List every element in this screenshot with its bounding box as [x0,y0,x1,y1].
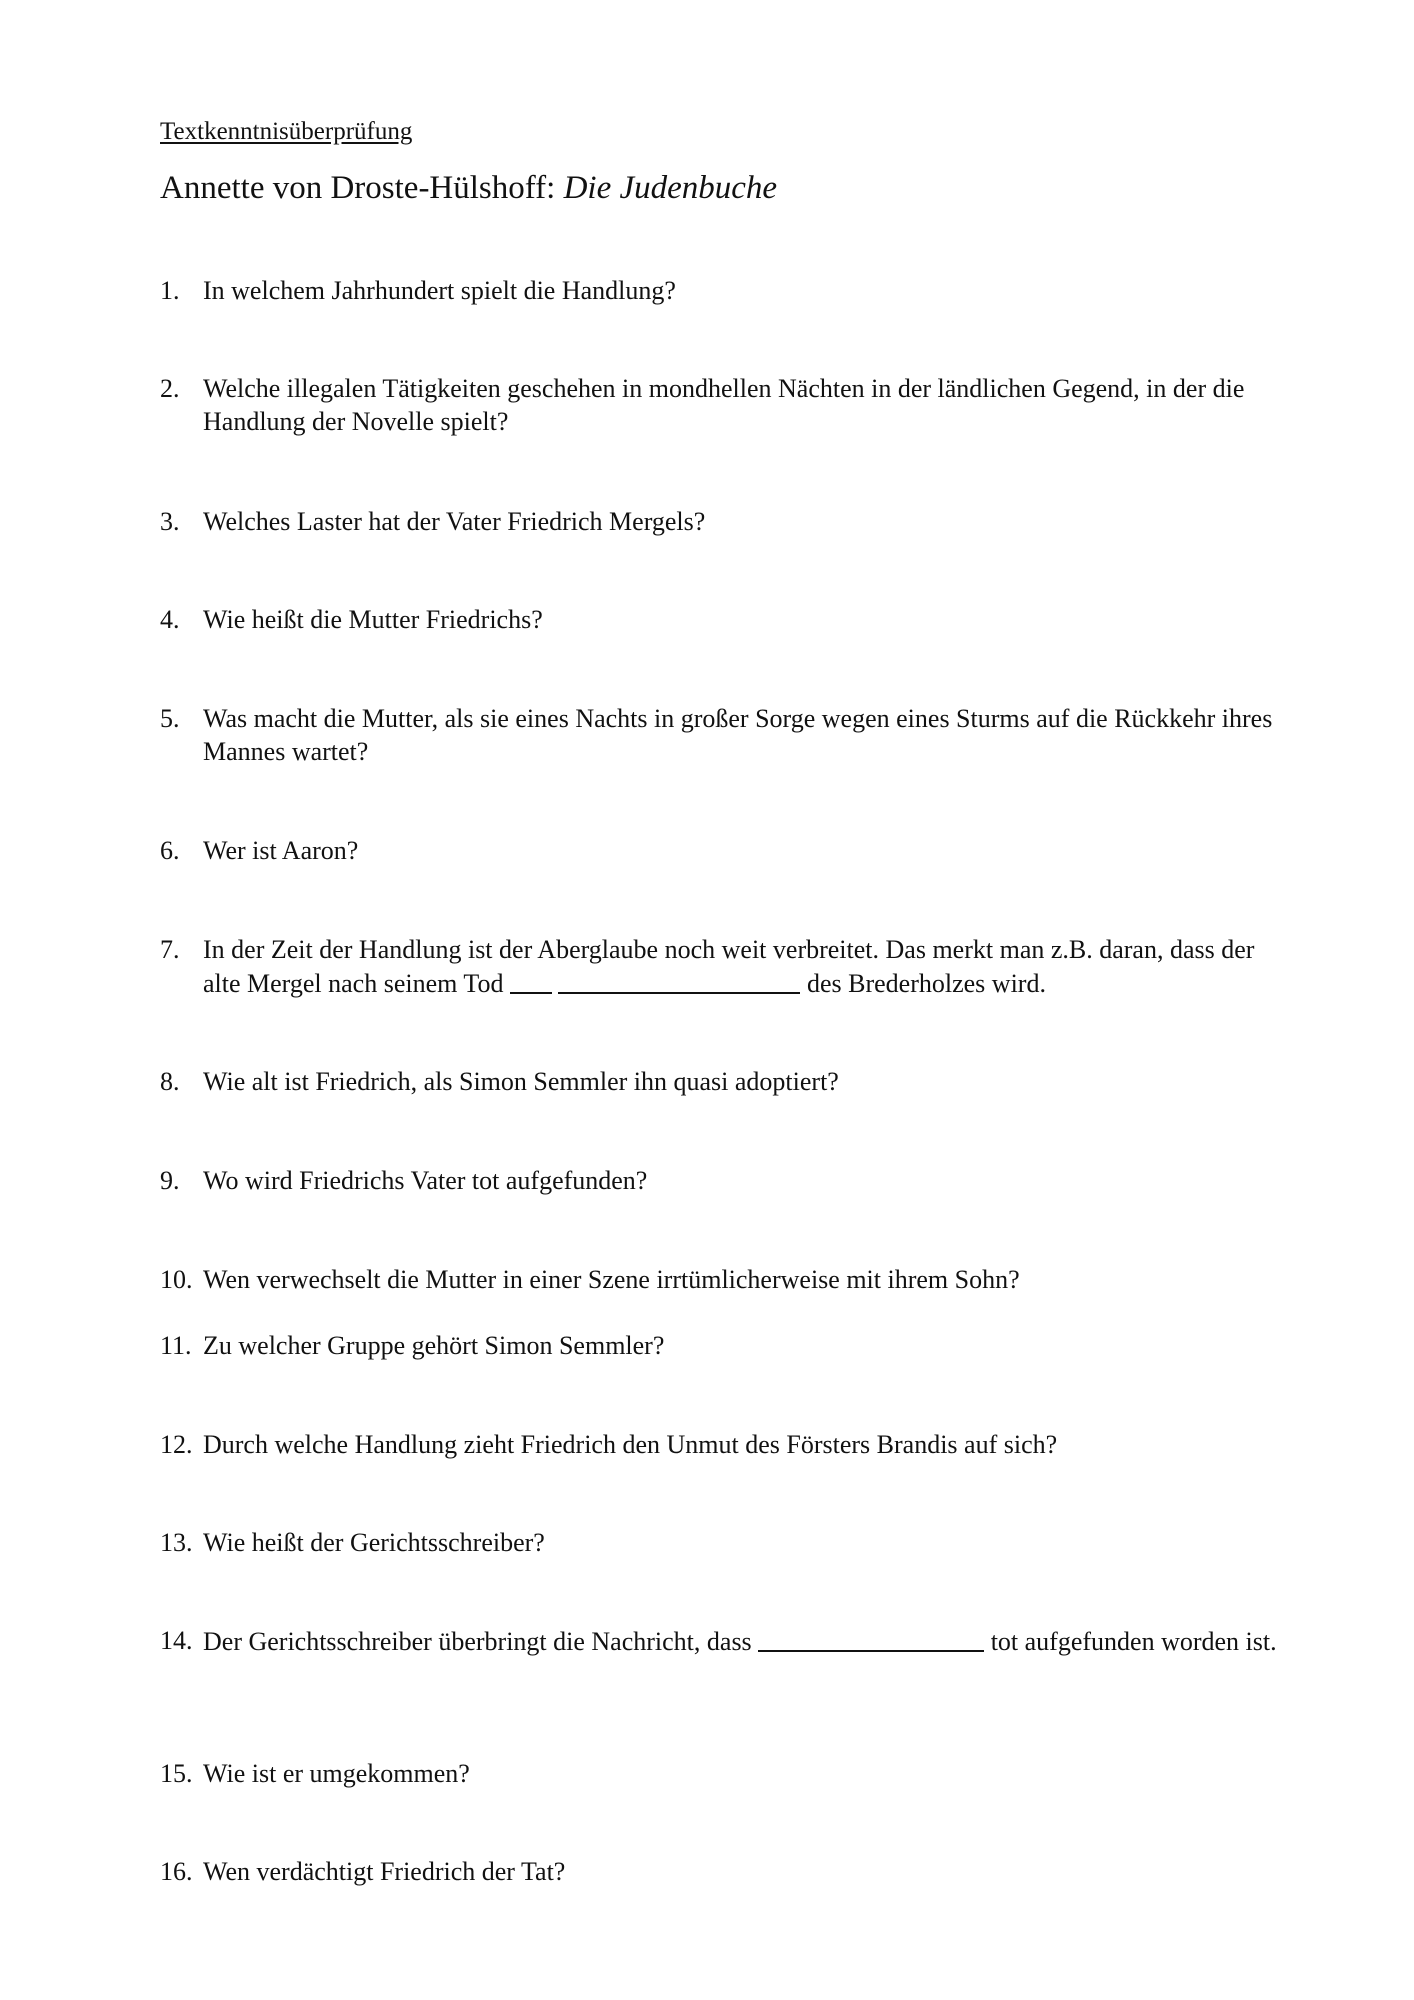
question-text: Was macht die Mutter, als sie eines Nachts in großer Sorge wegen eines Sturms auf die Rückkehr ihres Mannes wartet? [203,704,1273,766]
question-number: 13. [160,1528,193,1557]
question-text-end: tot aufgefunden worden ist. [990,1627,1277,1656]
question-number: 6. [160,836,180,865]
question-text-end: des Brederholzes wird. [806,969,1046,998]
question-12 [160,1428,1280,1461]
question-number: 2. [160,374,180,403]
question-text: Wie ist er umgekommen? [203,1759,470,1788]
title-work: Die Judenbuche [563,170,778,206]
question-text: In welchem Jahrhundert spielt die Handlung? [203,276,676,305]
question-text: Wen verdächtigt Friedrich der Tat? [203,1857,566,1886]
question-3 [160,505,1280,538]
question-4 [160,603,1280,636]
question-13 [160,1526,1280,1559]
question-number: 14. [160,1626,193,1655]
question-14 [160,1624,1280,1658]
question-5 [160,702,1280,768]
question-number: 1. [160,276,180,305]
question-number: 8. [160,1067,180,1096]
question-number: 9. [160,1166,180,1195]
question-number: 3. [160,507,180,536]
question-number: 12. [160,1430,193,1459]
question-2 [160,372,1280,438]
question-number: 11. [160,1331,192,1360]
question-9 [160,1164,1280,1197]
question-text: Welche illegalen Tätigkeiten geschehen in mondhellen Nächten in der ländlichen Gegend, in der die Handlung der Novelle spielt? [203,374,1245,436]
document-title [160,170,777,207]
question-number: 7. [160,935,180,964]
question-text: Wie heißt der Gerichtsschreiber? [203,1528,545,1557]
question-11 [160,1329,1280,1362]
question-text: Welches Laster hat der Vater Friedrich Mergels? [203,507,706,536]
question-15 [160,1757,1280,1790]
question-text: Wie alt ist Friedrich, als Simon Semmler ihn quasi adoptiert? [203,1067,839,1096]
question-text: Zu welcher Gruppe gehört Simon Semmler? [203,1331,665,1360]
title-author: Annette von Droste-Hülshoff: [160,170,556,206]
answer-blank [558,968,800,994]
question-text: Wo wird Friedrichs Vater tot aufgefunden? [203,1166,648,1195]
question-16 [160,1855,1280,1888]
worksheet-heading: Textkenntnisüberprüfung [160,118,413,145]
question-number: 16. [160,1857,193,1886]
question-7 [160,933,1280,1000]
question-8 [160,1065,1280,1098]
question-10 [160,1263,1280,1296]
question-number: 5. [160,704,180,733]
answer-blank-article [510,968,552,994]
question-text: Der Gerichtsschreiber überbringt die Nachricht, dass [203,1627,752,1656]
question-text: Wie heißt die Mutter Friedrichs? [203,605,543,634]
question-6 [160,834,1280,867]
question-1 [160,274,1280,307]
answer-blank [758,1626,984,1652]
question-number: 15. [160,1759,193,1788]
question-text: Wer ist Aaron? [203,836,359,865]
question-text: Durch welche Handlung zieht Friedrich den Unmut des Försters Brandis auf sich? [203,1430,1058,1459]
question-number: 10. [160,1265,193,1294]
question-number: 4. [160,605,180,634]
question-text: Wen verwechselt die Mutter in einer Szene irrtümlicherweise mit ihrem Sohn? [203,1265,1020,1294]
question-text: In der Zeit der Handlung ist der Aberglaube noch weit verbreitet. Das merkt man z.B. daran, dass der alte Mergel nach seinem Tod [203,935,1255,998]
